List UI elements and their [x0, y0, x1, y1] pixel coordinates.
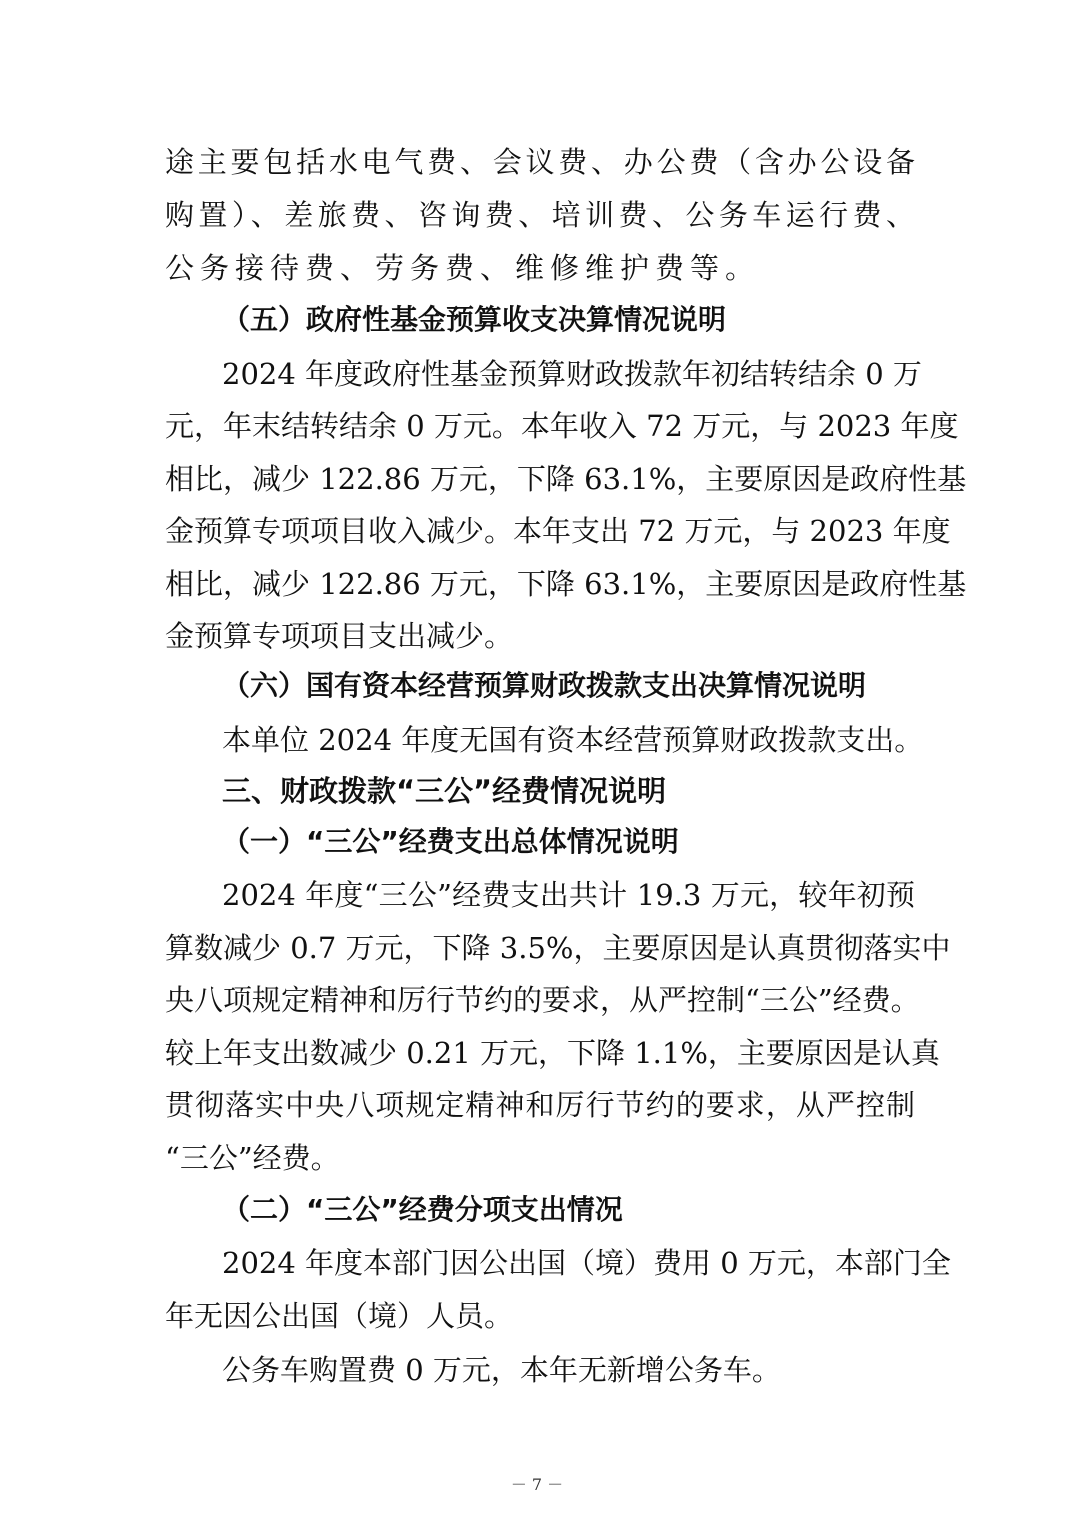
paragraph-line: 相比，减少 122.86 万元，下降 63.1%，主要原因是政府性基: [165, 567, 967, 601]
page-number: － 7 －: [510, 1475, 564, 1494]
paragraph-line: 途主要包括水电气费、会议费、办公费（含办公设备: [165, 145, 915, 179]
paragraph-line: 金预算专项项目收入减少。本年支出 72 万元，与 2023 年度: [165, 514, 951, 548]
section-heading: （六）国有资本经营预算财政拨款支出决算情况说明: [222, 669, 867, 702]
paragraph-line: 本单位 2024 年度无国有资本经营预算财政拨款支出。: [222, 723, 924, 757]
chapter-heading: 三、财政拨款“三公”经费情况说明: [222, 774, 667, 808]
paragraph-line: “三公”经费。: [165, 1141, 340, 1175]
paragraph-line: 算数减少 0.7 万元，下降 3.5%，主要原因是认真贯彻落实中: [165, 931, 951, 965]
paragraph-line: 公务接待费、劳务费、维修维护费等。: [165, 251, 761, 285]
paragraph-line: 央八项规定精神和厉行节约的要求，从严控制“三公”经费。: [165, 983, 920, 1017]
paragraph-line: 购置）、差旅费、咨询费、培训费、公务车运行费、: [165, 198, 915, 232]
paragraph-line: 元，年末结转结余 0 万元。本年收入 72 万元，与 2023 年度: [165, 409, 959, 443]
paragraph-line: 年无因公出国（境）人员。: [165, 1299, 514, 1333]
section-heading: （二）“三公”经费分项支出情况: [222, 1193, 623, 1226]
section-heading: （一）“三公”经费支出总体情况说明: [222, 825, 679, 858]
paragraph-line: 2024 年度“三公”经费支出共计 19.3 万元，较年初预: [222, 878, 915, 912]
paragraph-line: 公务车购置费 0 万元，本年无新增公务车。: [222, 1353, 781, 1387]
paragraph-line: 较上年支出数减少 0.21 万元，下降 1.1%，主要原因是认真: [165, 1036, 940, 1070]
section-heading: （五）政府性基金预算收支决算情况说明: [222, 303, 727, 336]
paragraph-line: 相比，减少 122.86 万元，下降 63.1%，主要原因是政府性基: [165, 462, 967, 496]
paragraph-line: 金预算专项项目支出减少。: [165, 619, 514, 653]
paragraph-line: 贯彻落实中央八项规定精神和厉行节约的要求，从严控制: [165, 1088, 915, 1122]
paragraph-line: 2024 年度政府性基金预算财政拨款年初结转结余 0 万: [222, 357, 922, 391]
paragraph-line: 2024 年度本部门因公出国（境）费用 0 万元，本部门全: [222, 1246, 951, 1280]
